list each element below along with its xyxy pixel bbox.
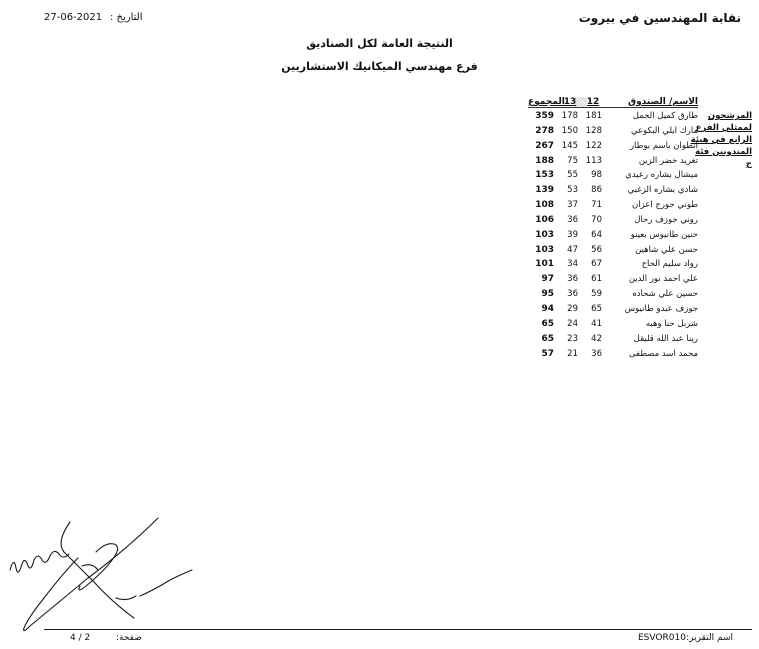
table-row [520,198,700,213]
candidates-category-label [690,110,752,170]
candidate-name: محمد اسد مصطفى [628,348,698,359]
box-13-votes: 39 [567,229,578,240]
header-divider [528,107,698,108]
table-row [520,347,700,362]
table-row [520,139,700,154]
box-12-votes: 86 [591,185,602,196]
box-13-votes: 145 [561,140,578,151]
box-12-votes: 181 [585,111,602,121]
total-votes: 108 [535,200,554,211]
page-label: صفحة: [116,633,142,643]
box-13-votes: 47 [567,244,578,255]
box-12-votes: 61 [591,274,602,285]
candidate-name: تغريد خضر الزين [638,155,698,166]
side-label-line: لممثلي الفرع [695,123,752,133]
table-row [520,124,700,139]
box-13-votes: 29 [567,303,578,314]
box-13-votes: 36 [567,289,578,300]
side-label-line: المندوبين فئة [695,147,752,157]
candidate-name: طارق كميل الجمل [632,111,698,121]
box-12-votes: 64 [591,229,602,240]
box-12-votes: 59 [591,289,602,300]
total-votes: 106 [535,214,554,225]
candidate-name: علي احمد نور الدين [628,274,698,285]
candidate-name: حسن علي شاهين [635,244,698,255]
report-name: ESVOR010 [638,633,686,643]
candidate-name: رينا عبد الله قليقل [633,333,698,344]
table-row [520,213,700,228]
candidate-name: شربل حنا وهبه [645,318,698,329]
box-13-votes: 53 [567,185,578,196]
total-votes: 65 [541,333,554,344]
total-votes: 57 [541,348,554,359]
box-13-votes: 36 [567,274,578,285]
total-votes: 139 [535,185,554,196]
column-header-box-12: 12 [586,97,600,107]
total-votes: 94 [541,303,554,314]
candidate-name: روني جوزف رحال [634,214,698,225]
box-13-votes: 37 [567,200,578,211]
box-12-votes: 70 [591,214,602,225]
column-header-name: الاسم/ الصندوق [628,97,698,107]
candidate-name: شادي بشاره الزغبي [627,185,698,196]
total-votes: 188 [535,155,554,166]
table-row [520,257,700,272]
total-votes: 278 [535,125,554,136]
total-votes: 267 [535,140,554,151]
table-row [520,332,700,347]
total-votes: 65 [541,318,554,329]
table-row [520,287,700,302]
total-votes: 103 [535,229,554,240]
report-name-label: اسم التقرير: [686,633,733,643]
box-12-votes: 98 [591,170,602,181]
table-row [520,243,700,258]
box-12-votes: 41 [591,318,602,329]
box-12-votes: 36 [591,348,602,359]
table-row [520,168,700,183]
candidate-name: مارك ايلي البكوعي [630,125,698,136]
box-13-votes: 75 [567,155,578,166]
table-row [520,183,700,198]
box-13-votes: 24 [567,318,578,329]
candidate-name: جوزف عبدو طانيوس [624,303,698,314]
report-subtitle: فرع مهندسي الميكانيك الاستشاريين [281,60,478,73]
candidate-name: حنين طانيوس بعينو [630,229,698,240]
candidate-name: حسين علي شحاده [632,289,698,300]
date-value: 27-06-2021 [44,12,103,23]
date-label: التاريخ : [110,12,143,23]
box-12-votes: 65 [591,303,602,314]
candidate-name: ميشال بشاره رعيدي [625,170,698,181]
side-label-line: الرابع في هيئة [690,135,752,145]
candidate-name: انطوان باسم بوطار [629,140,698,151]
footer-divider [44,629,752,630]
box-12-votes: 56 [591,244,602,255]
box-12-votes: 42 [591,333,602,344]
box-12-votes: 67 [591,259,602,270]
side-label-line: ج [745,159,752,169]
total-votes: 97 [541,274,554,285]
column-header-total: المجموع [528,97,565,107]
box-13-votes: 21 [567,348,578,359]
box-13-votes: 36 [567,214,578,225]
table-row [520,228,700,243]
box-12-votes: 122 [585,140,602,151]
side-label-line: المرشحون [707,111,752,121]
candidate-name: رواد سليم الحاج [641,259,698,270]
box-13-votes: 150 [561,125,578,136]
box-13-votes: 34 [567,259,578,270]
report-title: النتيجة العامة لكل الصناديق [306,37,453,50]
box-13-votes: 178 [561,111,578,121]
total-votes: 359 [535,111,554,121]
box-13-votes: 23 [567,333,578,344]
box-12-votes: 71 [591,200,602,211]
box-13-votes: 55 [567,170,578,181]
page-number: 4 / 2 [70,633,91,643]
column-header-box-13: 13 [563,97,577,107]
candidate-name: طوني جورج اعزان [632,200,698,211]
total-votes: 101 [535,259,554,270]
total-votes: 153 [535,170,554,181]
table-row [520,317,700,332]
organization-name: نقابة المهندسين في بيروت [578,11,741,25]
total-votes: 103 [535,244,554,255]
table-row [520,154,700,169]
table-row [520,109,700,124]
table-row [520,302,700,317]
results-table [520,109,700,361]
table-row [520,272,700,287]
box-12-votes: 128 [585,125,602,136]
total-votes: 95 [541,289,554,300]
box-12-votes: 113 [585,155,602,166]
handwritten-signature [0,512,200,642]
